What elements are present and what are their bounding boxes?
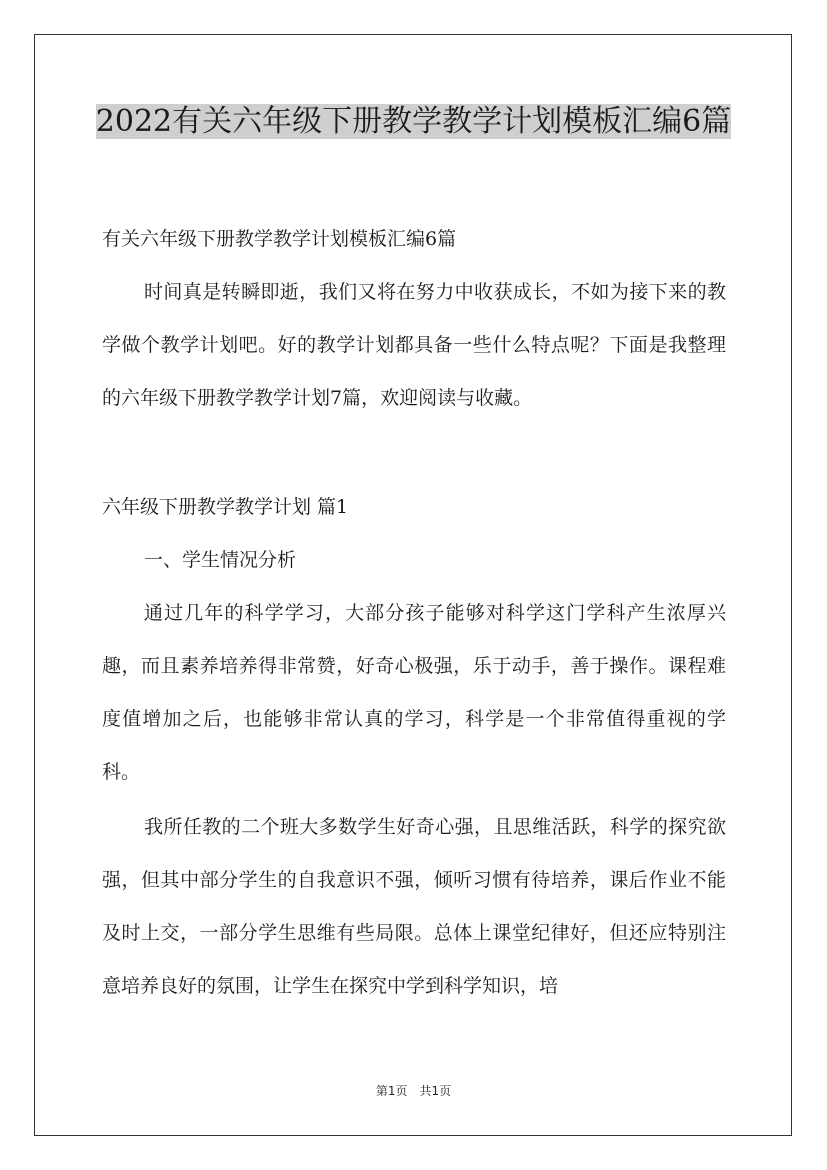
body-paragraph-2: 我所任教的二个班大多数学生好奇心强，且思维活跃，科学的探究欲强，但其中部分学生的自我意识不强，倾听习惯有待培养，课后作业不能及时上交，一部分学生思维有些局限。总体上课堂纪律好，但还应特别注意培养良好的氛围，让学生在探究中学到科学知识，培	[102, 816, 726, 997]
document-subtitle: 有关六年级下册教学教学计划模板汇编6篇	[102, 228, 457, 250]
subsection-heading: 一、学生情况分析	[144, 549, 297, 571]
section-heading: 六年级下册教学教学计划 篇1	[102, 496, 349, 518]
document-title	[68, 98, 759, 145]
body-paragraph-1: 通过几年的科学学习，大部分孩子能够对科学这门学科产生浓厚兴趣，而且素养培养得非常赞，好奇心极强，乐于动手，善于操作。课程难度值增加之后，也能够非常认真的学习，科学是一个非常值得重视的学科。	[102, 602, 726, 783]
intro-paragraph: 时间真是转瞬即逝，我们又将在努力中收获成长，不如为接下来的教学做个教学计划吧。好的教学计划都具备一些什么特点呢？下面是我整理的六年级下册教学教学计划7篇，欢迎阅读与收藏。	[102, 281, 726, 409]
page-footer: 第1页 共1页	[375, 1084, 452, 1098]
title-highlight: 2022有关六年级下册教学教学计划模板汇编6篇	[95, 104, 732, 139]
